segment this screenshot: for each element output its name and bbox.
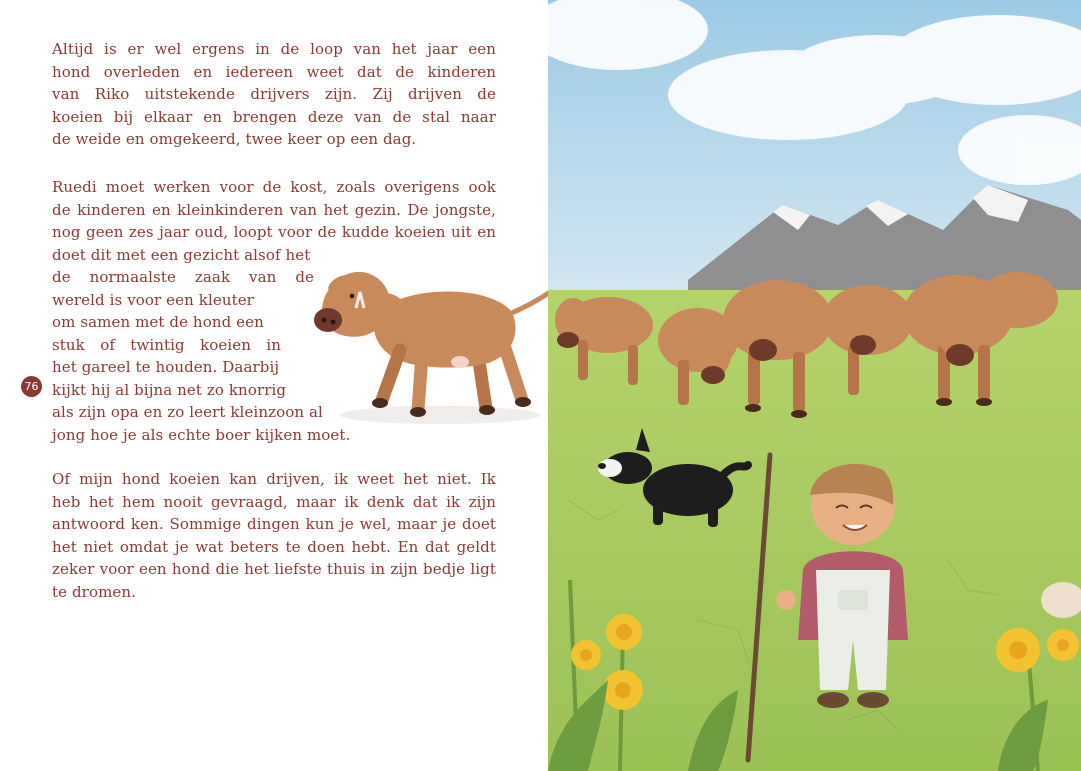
text-line: te dromen.: [52, 582, 137, 601]
text-line: nog geen zes jaar oud, loopt voor de kudde koeien uit en: [52, 223, 496, 241]
text-line: het gareel te houden. Daarbij: [52, 358, 280, 376]
text-line: de normaalste zaak van de: [52, 268, 314, 286]
text-line: om samen met de hond een: [52, 313, 264, 331]
text-line: Altijd is er wel ergens in de loop van het jaar een: [52, 40, 496, 58]
page-number-badge: 76: [21, 376, 42, 397]
paragraph-1: [52, 38, 496, 151]
text-line: van Riko uitstekende drijvers zijn. Zij drijven de: [52, 85, 496, 103]
text-line: Ruedi moet werken voor de kost, zoals overigens ook: [52, 178, 496, 196]
text-line: het niet omdat je wat beters te doen hebt. En dat geldt: [52, 537, 496, 556]
text-line: hond overleden en iedereen weet dat de kinderen: [52, 62, 496, 81]
cow-illustration: [300, 250, 550, 430]
text-line: als zijn opa en zo leert kleinzoon al: [52, 403, 323, 421]
text-line: zeker voor een hond die het liefste thuis in zijn bedje ligt: [52, 560, 496, 578]
text-line: de weide en omgekeerd, twee keer op een dag.: [52, 130, 417, 148]
text-line: antwoord ken. Sommige dingen kun je wel, maar je doet: [52, 515, 496, 533]
illustration-panel: [548, 0, 1081, 771]
text-line: doet dit met een gezicht alsof het: [52, 245, 311, 264]
paragraph-3: [52, 468, 496, 603]
text-line: wereld is voor een kleuter: [52, 290, 254, 309]
text-line: de kinderen en kleinkinderen van het gezin. De jongste,: [52, 200, 496, 219]
text-line: Of mijn hond koeien kan drijven, ik weet het niet. Ik: [52, 470, 496, 488]
text-line: kijkt hij al bijna net zo knorrig: [52, 380, 287, 399]
text-line: jong hoe je als echte boer kijken moet.: [52, 425, 351, 444]
text-line: heb het hem nooit gevraagd, maar ik denk dat ik zijn: [52, 492, 496, 511]
text-line: koeien bij elkaar en brengen deze van de stal naar: [52, 107, 496, 126]
farm-scene-illustration: [548, 0, 1081, 771]
text-line: stuk of twintig koeien in: [52, 335, 281, 354]
